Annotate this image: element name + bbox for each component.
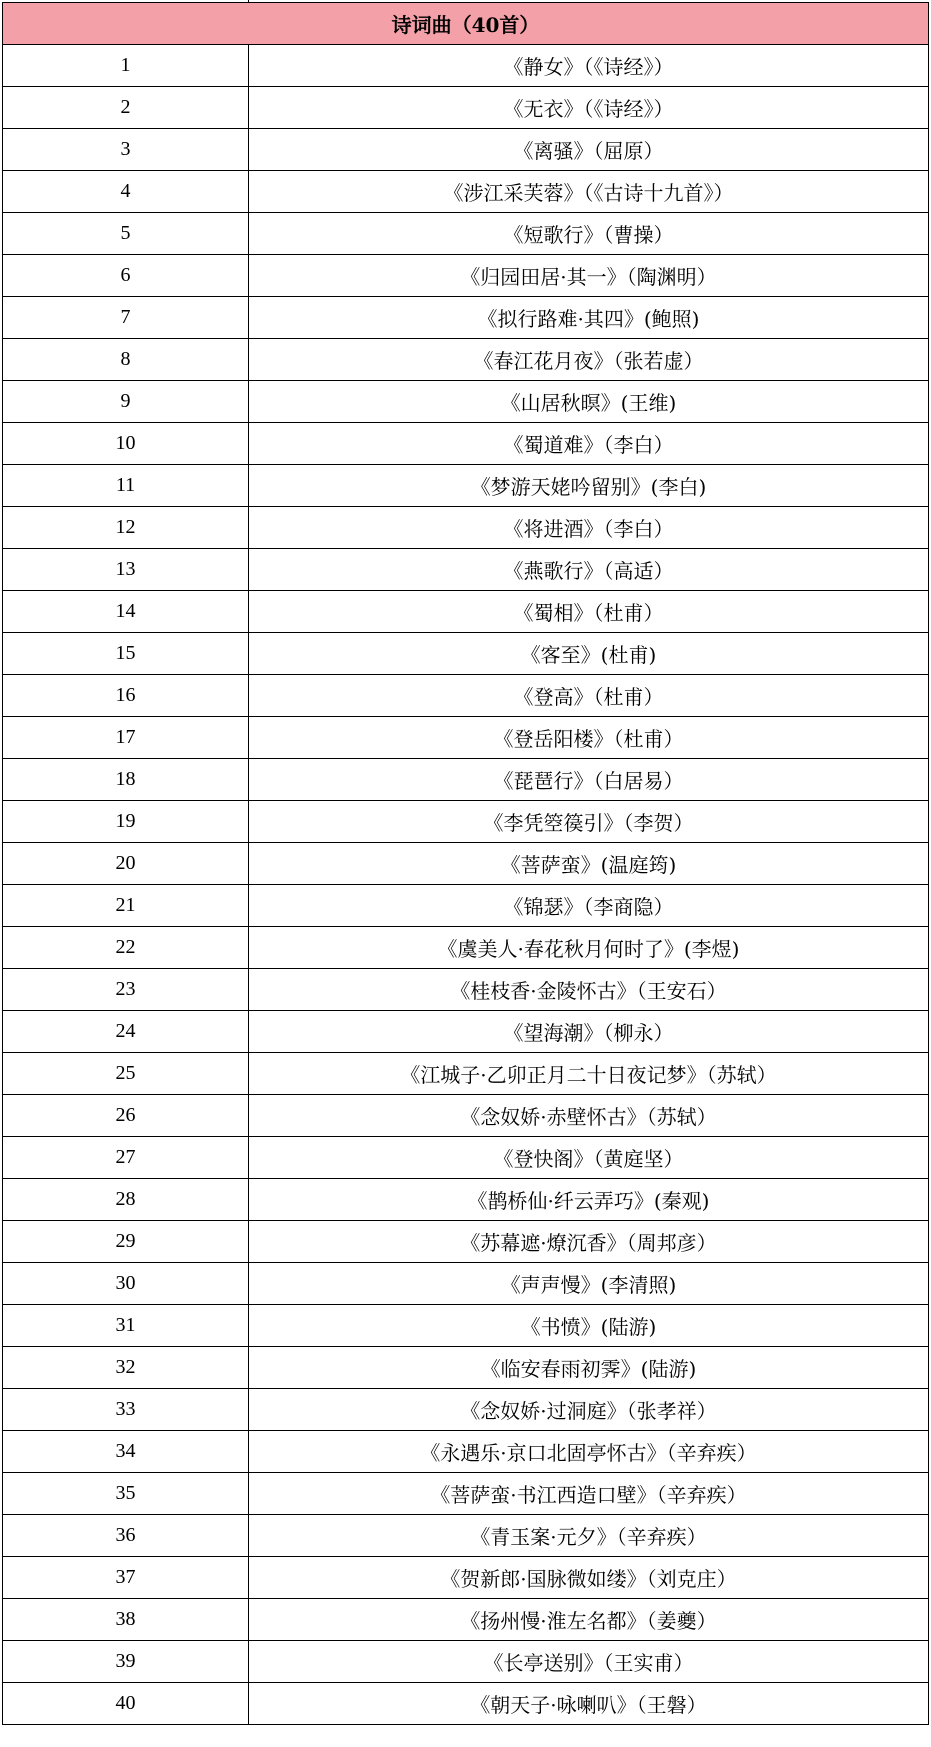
row-title: 《永遇乐·京口北固亭怀古》（辛弃疾） (249, 1431, 929, 1473)
row-number: 15 (3, 633, 249, 675)
row-title: 《虞美人·春花秋月何时了》(李煜) (249, 927, 929, 969)
table-row (3, 1221, 929, 1263)
row-title: 《锦瑟》（李商隐） (249, 885, 929, 927)
table-row (3, 1473, 929, 1515)
row-number: 8 (3, 339, 249, 381)
row-title: 《琵琶行》（白居易） (249, 759, 929, 801)
row-title: 《涉江采芙蓉》（《古诗十九首》） (249, 171, 929, 213)
row-number: 40 (3, 1683, 249, 1725)
row-number: 19 (3, 801, 249, 843)
row-title: 《离骚》（屈原） (249, 129, 929, 171)
table-row (3, 1557, 929, 1599)
row-number: 39 (3, 1641, 249, 1683)
row-title: 《书愤》(陆游) (249, 1305, 929, 1347)
row-number: 6 (3, 255, 249, 297)
table-row (3, 885, 929, 927)
row-number: 4 (3, 171, 249, 213)
row-title: 《静女》（《诗经》） (249, 45, 929, 87)
row-number: 14 (3, 591, 249, 633)
table-row (3, 549, 929, 591)
table-row (3, 381, 929, 423)
table-row (3, 255, 929, 297)
row-title: 《声声慢》(李清照) (249, 1263, 929, 1305)
row-title: 《鹊桥仙·纤云弄巧》(秦观) (249, 1179, 929, 1221)
row-title: 《江城子·乙卯正月二十日夜记梦》（苏轼） (249, 1053, 929, 1095)
row-title: 《拟行路难·其四》(鲍照) (249, 297, 929, 339)
row-title: 《朝天子·咏喇叭》（王磐） (249, 1683, 929, 1725)
row-title: 《蜀相》（杜甫） (249, 591, 929, 633)
table-row (3, 1305, 929, 1347)
row-number: 5 (3, 213, 249, 255)
row-number: 20 (3, 843, 249, 885)
row-number: 25 (3, 1053, 249, 1095)
row-number: 31 (3, 1305, 249, 1347)
table-row (3, 1137, 929, 1179)
table-row (3, 927, 929, 969)
row-title: 《归园田居·其一》（陶渊明） (249, 255, 929, 297)
row-title: 《登快阁》（黄庭坚） (249, 1137, 929, 1179)
table-row (3, 1263, 929, 1305)
row-number: 33 (3, 1389, 249, 1431)
table-row (3, 1515, 929, 1557)
row-number: 37 (3, 1557, 249, 1599)
row-number: 21 (3, 885, 249, 927)
row-title: 《菩萨蛮·书江西造口壁》（辛弃疾） (249, 1473, 929, 1515)
table-row (3, 507, 929, 549)
table-body (3, 45, 929, 1725)
row-title: 《李凭箜篌引》（李贺） (249, 801, 929, 843)
row-title: 《客至》(杜甫) (249, 633, 929, 675)
row-title: 《无衣》（《诗经》） (249, 87, 929, 129)
row-number: 16 (3, 675, 249, 717)
table-row (3, 87, 929, 129)
row-title: 《扬州慢·淮左名都》（姜夔） (249, 1599, 929, 1641)
row-title: 《山居秋暝》(王维) (249, 381, 929, 423)
row-number: 12 (3, 507, 249, 549)
table-row (3, 171, 929, 213)
row-title: 《蜀道难》（李白） (249, 423, 929, 465)
table-row (3, 1053, 929, 1095)
row-number: 28 (3, 1179, 249, 1221)
row-number: 18 (3, 759, 249, 801)
table-row (3, 759, 929, 801)
table-row (3, 675, 929, 717)
row-number: 35 (3, 1473, 249, 1515)
row-title: 《登高》（杜甫） (249, 675, 929, 717)
row-number: 1 (3, 45, 249, 87)
table-row (3, 465, 929, 507)
table-row (3, 801, 929, 843)
row-title: 《念奴娇·过洞庭》（张孝祥） (249, 1389, 929, 1431)
table-row (3, 423, 929, 465)
row-number: 22 (3, 927, 249, 969)
row-number: 26 (3, 1095, 249, 1137)
row-number: 11 (3, 465, 249, 507)
table-row (3, 843, 929, 885)
table-row (3, 45, 929, 87)
row-number: 7 (3, 297, 249, 339)
row-title: 《将进酒》（李白） (249, 507, 929, 549)
row-title: 《长亭送别》（王实甫） (249, 1641, 929, 1683)
table-row (3, 1599, 929, 1641)
table-row (3, 1179, 929, 1221)
row-title: 《梦游天姥吟留别》(李白) (249, 465, 929, 507)
row-title: 《贺新郎·国脉微如缕》（刘克庄） (249, 1557, 929, 1599)
table-row (3, 297, 929, 339)
row-title: 《青玉案·元夕》（辛弃疾） (249, 1515, 929, 1557)
row-number: 9 (3, 381, 249, 423)
row-number: 24 (3, 1011, 249, 1053)
table-row (3, 213, 929, 255)
table-row (3, 1683, 929, 1725)
row-title: 《临安春雨初霁》(陆游) (249, 1347, 929, 1389)
table-row (3, 1641, 929, 1683)
row-title: 《苏幕遮·燎沉香》（周邦彦） (249, 1221, 929, 1263)
row-number: 13 (3, 549, 249, 591)
table-header-title: 诗词曲（40首） (3, 3, 929, 45)
table-row (3, 1389, 929, 1431)
table-row (3, 633, 929, 675)
row-title: 《菩萨蛮》(温庭筠) (249, 843, 929, 885)
table-row (3, 339, 929, 381)
row-number: 38 (3, 1599, 249, 1641)
row-number: 23 (3, 969, 249, 1011)
row-title: 《燕歌行》（高适） (249, 549, 929, 591)
table-row (3, 717, 929, 759)
row-title: 《春江花月夜》（张若虚） (249, 339, 929, 381)
row-title: 《短歌行》（曹操） (249, 213, 929, 255)
table-row (3, 1431, 929, 1473)
row-number: 29 (3, 1221, 249, 1263)
table-row (3, 969, 929, 1011)
row-number: 10 (3, 423, 249, 465)
table-row (3, 591, 929, 633)
table-header-row (3, 3, 929, 45)
row-number: 2 (3, 87, 249, 129)
row-number: 32 (3, 1347, 249, 1389)
row-number: 36 (3, 1515, 249, 1557)
poem-table (2, 2, 929, 1725)
row-title: 《念奴娇·赤壁怀古》（苏轼） (249, 1095, 929, 1137)
table-row (3, 129, 929, 171)
row-number: 27 (3, 1137, 249, 1179)
row-number: 30 (3, 1263, 249, 1305)
row-number: 17 (3, 717, 249, 759)
table-row (3, 1347, 929, 1389)
table-row (3, 1011, 929, 1053)
row-number: 3 (3, 129, 249, 171)
row-title: 《登岳阳楼》（杜甫） (249, 717, 929, 759)
table-row (3, 1095, 929, 1137)
row-number: 34 (3, 1431, 249, 1473)
row-title: 《桂枝香·金陵怀古》（王安石） (249, 969, 929, 1011)
row-title: 《望海潮》（柳永） (249, 1011, 929, 1053)
